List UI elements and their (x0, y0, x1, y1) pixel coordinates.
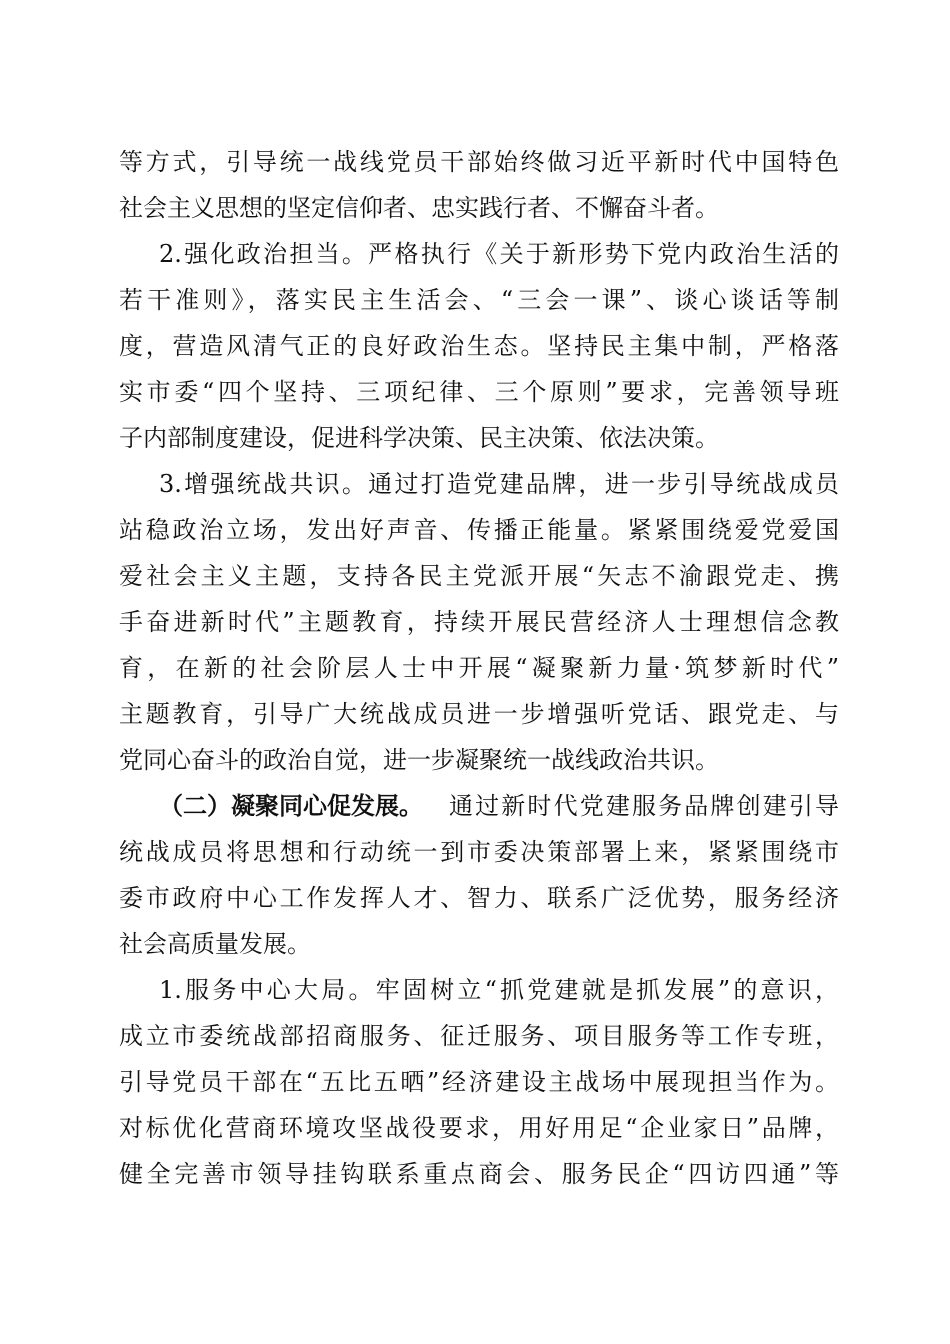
text-line: 委市政府中心工作发挥人才、智力、联系广泛优势，服务经济 (119, 884, 839, 912)
text-line: 子内部制度建设，促进科学决策、民主决策、依法决策。 (119, 424, 719, 452)
text-line: 主题教育，引导广大统战成员进一步增强听党话、跟党走、与 (119, 700, 839, 728)
section-heading: （二）凝聚同心促发展。 (159, 792, 423, 820)
text-line: 党同心奋斗的政治自觉，进一步凝聚统一战线政治共识。 (119, 746, 719, 774)
text-line: 2.强化政治担当。严格执行《关于新形势下党内政治生活的 (159, 240, 839, 268)
text-line: 3.增强统战共识。通过打造党建品牌，进一步引导统战成员 (159, 470, 839, 498)
text-line: 引导党员干部在“五比五晒”经济建设主战场中展现担当作为。 (119, 1068, 839, 1096)
text-line: 通过新时代党建服务品牌创建引导 (449, 792, 839, 820)
text-line: 1.服务中心大局。牢固树立“抓党建就是抓发展”的意识， (159, 976, 839, 1004)
text-line: 实市委“四个坚持、三项纪律、三个原则”要求，完善领导班 (119, 378, 839, 406)
text-line: 统战成员将思想和行动统一到市委决策部署上来，紧紧围绕市 (119, 838, 839, 866)
text-line: 育，在新的社会阶层人士中开展“凝聚新力量·筑梦新时代” (119, 654, 839, 682)
text-line: 若干准则》，落实民主生活会、“三会一课”、谈心谈话等制 (119, 286, 839, 314)
text-line: 社会高质量发展。 (119, 930, 311, 958)
text-line: 站稳政治立场，发出好声音、传播正能量。紧紧围绕爱党爱国 (119, 516, 839, 544)
text-line: 对标优化营商环境攻坚战役要求，用好用足“企业家日”品牌， (119, 1114, 839, 1142)
text-line: 度，营造风清气正的良好政治生态。坚持民主集中制，严格落 (119, 332, 839, 360)
text-line: 手奋进新时代”主题教育，持续开展民营经济人士理想信念教 (119, 608, 839, 636)
text-line: 等方式，引导统一战线党员干部始终做习近平新时代中国特色 (119, 148, 839, 176)
text-line: 健全完善市领导挂钩联系重点商会、服务民企“四访四通”等 (119, 1160, 839, 1188)
text-line: 社会主义思想的坚定信仰者、忠实践行者、不懈奋斗者。 (119, 194, 719, 222)
text-line: 成立市委统战部招商服务、征迁服务、项目服务等工作专班， (119, 1022, 839, 1050)
text-line: 爱社会主义主题，支持各民主党派开展“矢志不渝跟党走、携 (119, 562, 839, 590)
